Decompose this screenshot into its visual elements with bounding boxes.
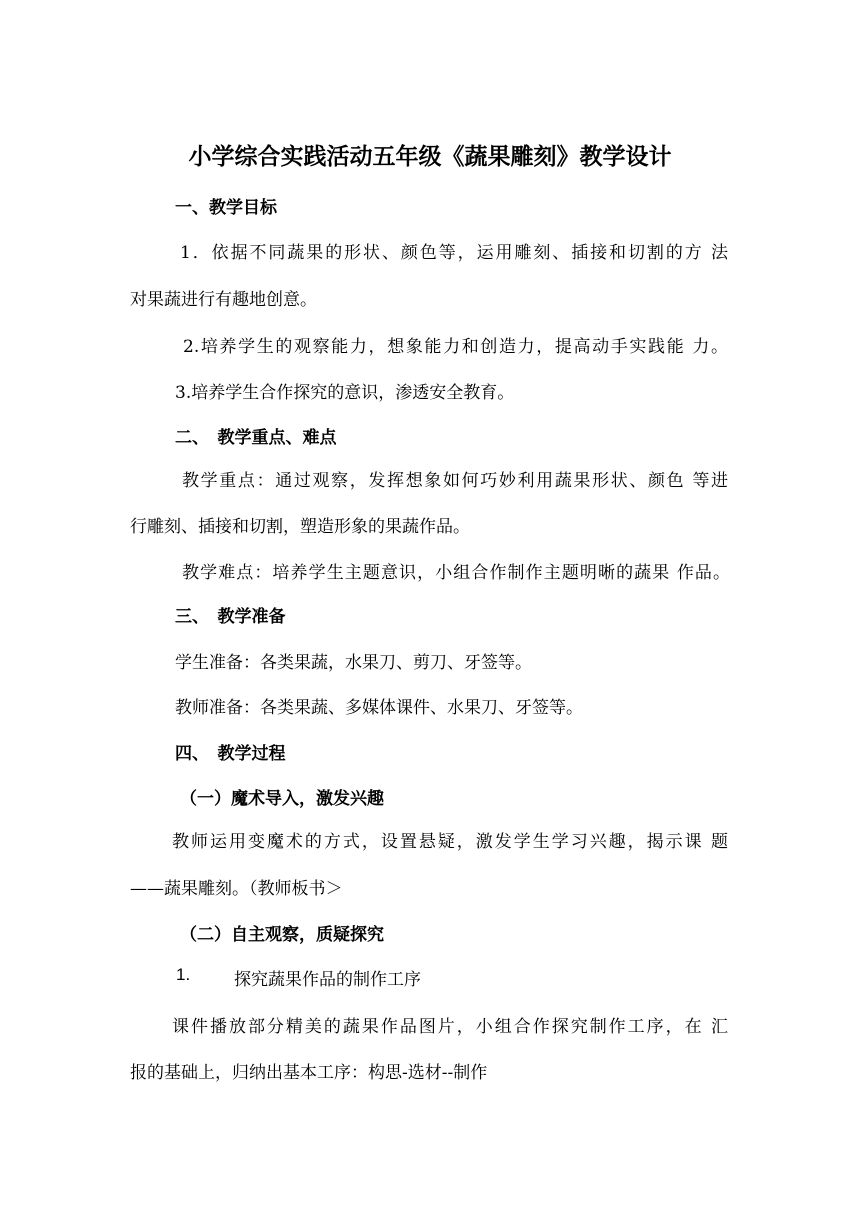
difficult-point: 教学难点：培养学生主题意识，小组合作制作主题明晰的蔬果 作品。 bbox=[182, 563, 730, 583]
step-1-title: 探究蔬果作品的制作工序 bbox=[234, 970, 421, 990]
section-heading-key-points: 二、 教学重点、难点 bbox=[175, 428, 337, 448]
section-heading-process: 四、 教学过程 bbox=[175, 744, 286, 764]
objective-3: 3.培养学生合作探究的意识，渗透安全教育。 bbox=[175, 383, 515, 403]
step-1-number: 1. bbox=[176, 965, 191, 984]
step-1-line-1: 课件播放部分精美的蔬果作品图片，小组合作探究制作工序，在 汇 bbox=[172, 1017, 728, 1037]
key-point-line-1: 教学重点：通过观察，发挥想象如何巧妙利用蔬果形状、颜色 等进 bbox=[182, 471, 728, 491]
objective-1-line-2: 对果蔬进行有趣地创意。 bbox=[130, 290, 317, 310]
student-preparation: 学生准备：各类果蔬，水果刀、剪刀、牙签等。 bbox=[175, 653, 532, 673]
process-part-1-heading: （一）魔术导入，激发兴趣 bbox=[180, 789, 384, 809]
teacher-preparation: 教师准备：各类果蔬、多媒体课件、水果刀、牙签等。 bbox=[175, 698, 583, 718]
process-part-1-line-2: ——蔬果雕刻。（教师板书＞ bbox=[130, 879, 343, 899]
process-part-1-line-1: 教师运用变魔术的方式，设置悬疑，激发学生学习兴趣，揭示课 题 bbox=[172, 832, 728, 852]
step-1-line-2: 报的基础上，归纳出基本工序：构思-选材--制作 bbox=[130, 1063, 488, 1083]
key-point-line-2: 行雕刻、插接和切割，塑造形象的果蔬作品。 bbox=[130, 517, 470, 537]
document-title: 小学综合实践活动五年级《蔬果雕刻》教学设计 bbox=[188, 144, 672, 170]
objective-1-line-1: 1．依据不同蔬果的形状、颜色等，运用雕刻、插接和切割的方 法 bbox=[180, 243, 728, 263]
section-heading-preparation: 三、 教学准备 bbox=[175, 607, 286, 627]
section-heading-objectives: 一、教学目标 bbox=[175, 198, 277, 218]
process-part-2-heading: （二）自主观察，质疑探究 bbox=[180, 925, 384, 945]
objective-2: 2.培养学生的观察能力，想象能力和创造力，提高动手实践能 力。 bbox=[183, 337, 728, 357]
